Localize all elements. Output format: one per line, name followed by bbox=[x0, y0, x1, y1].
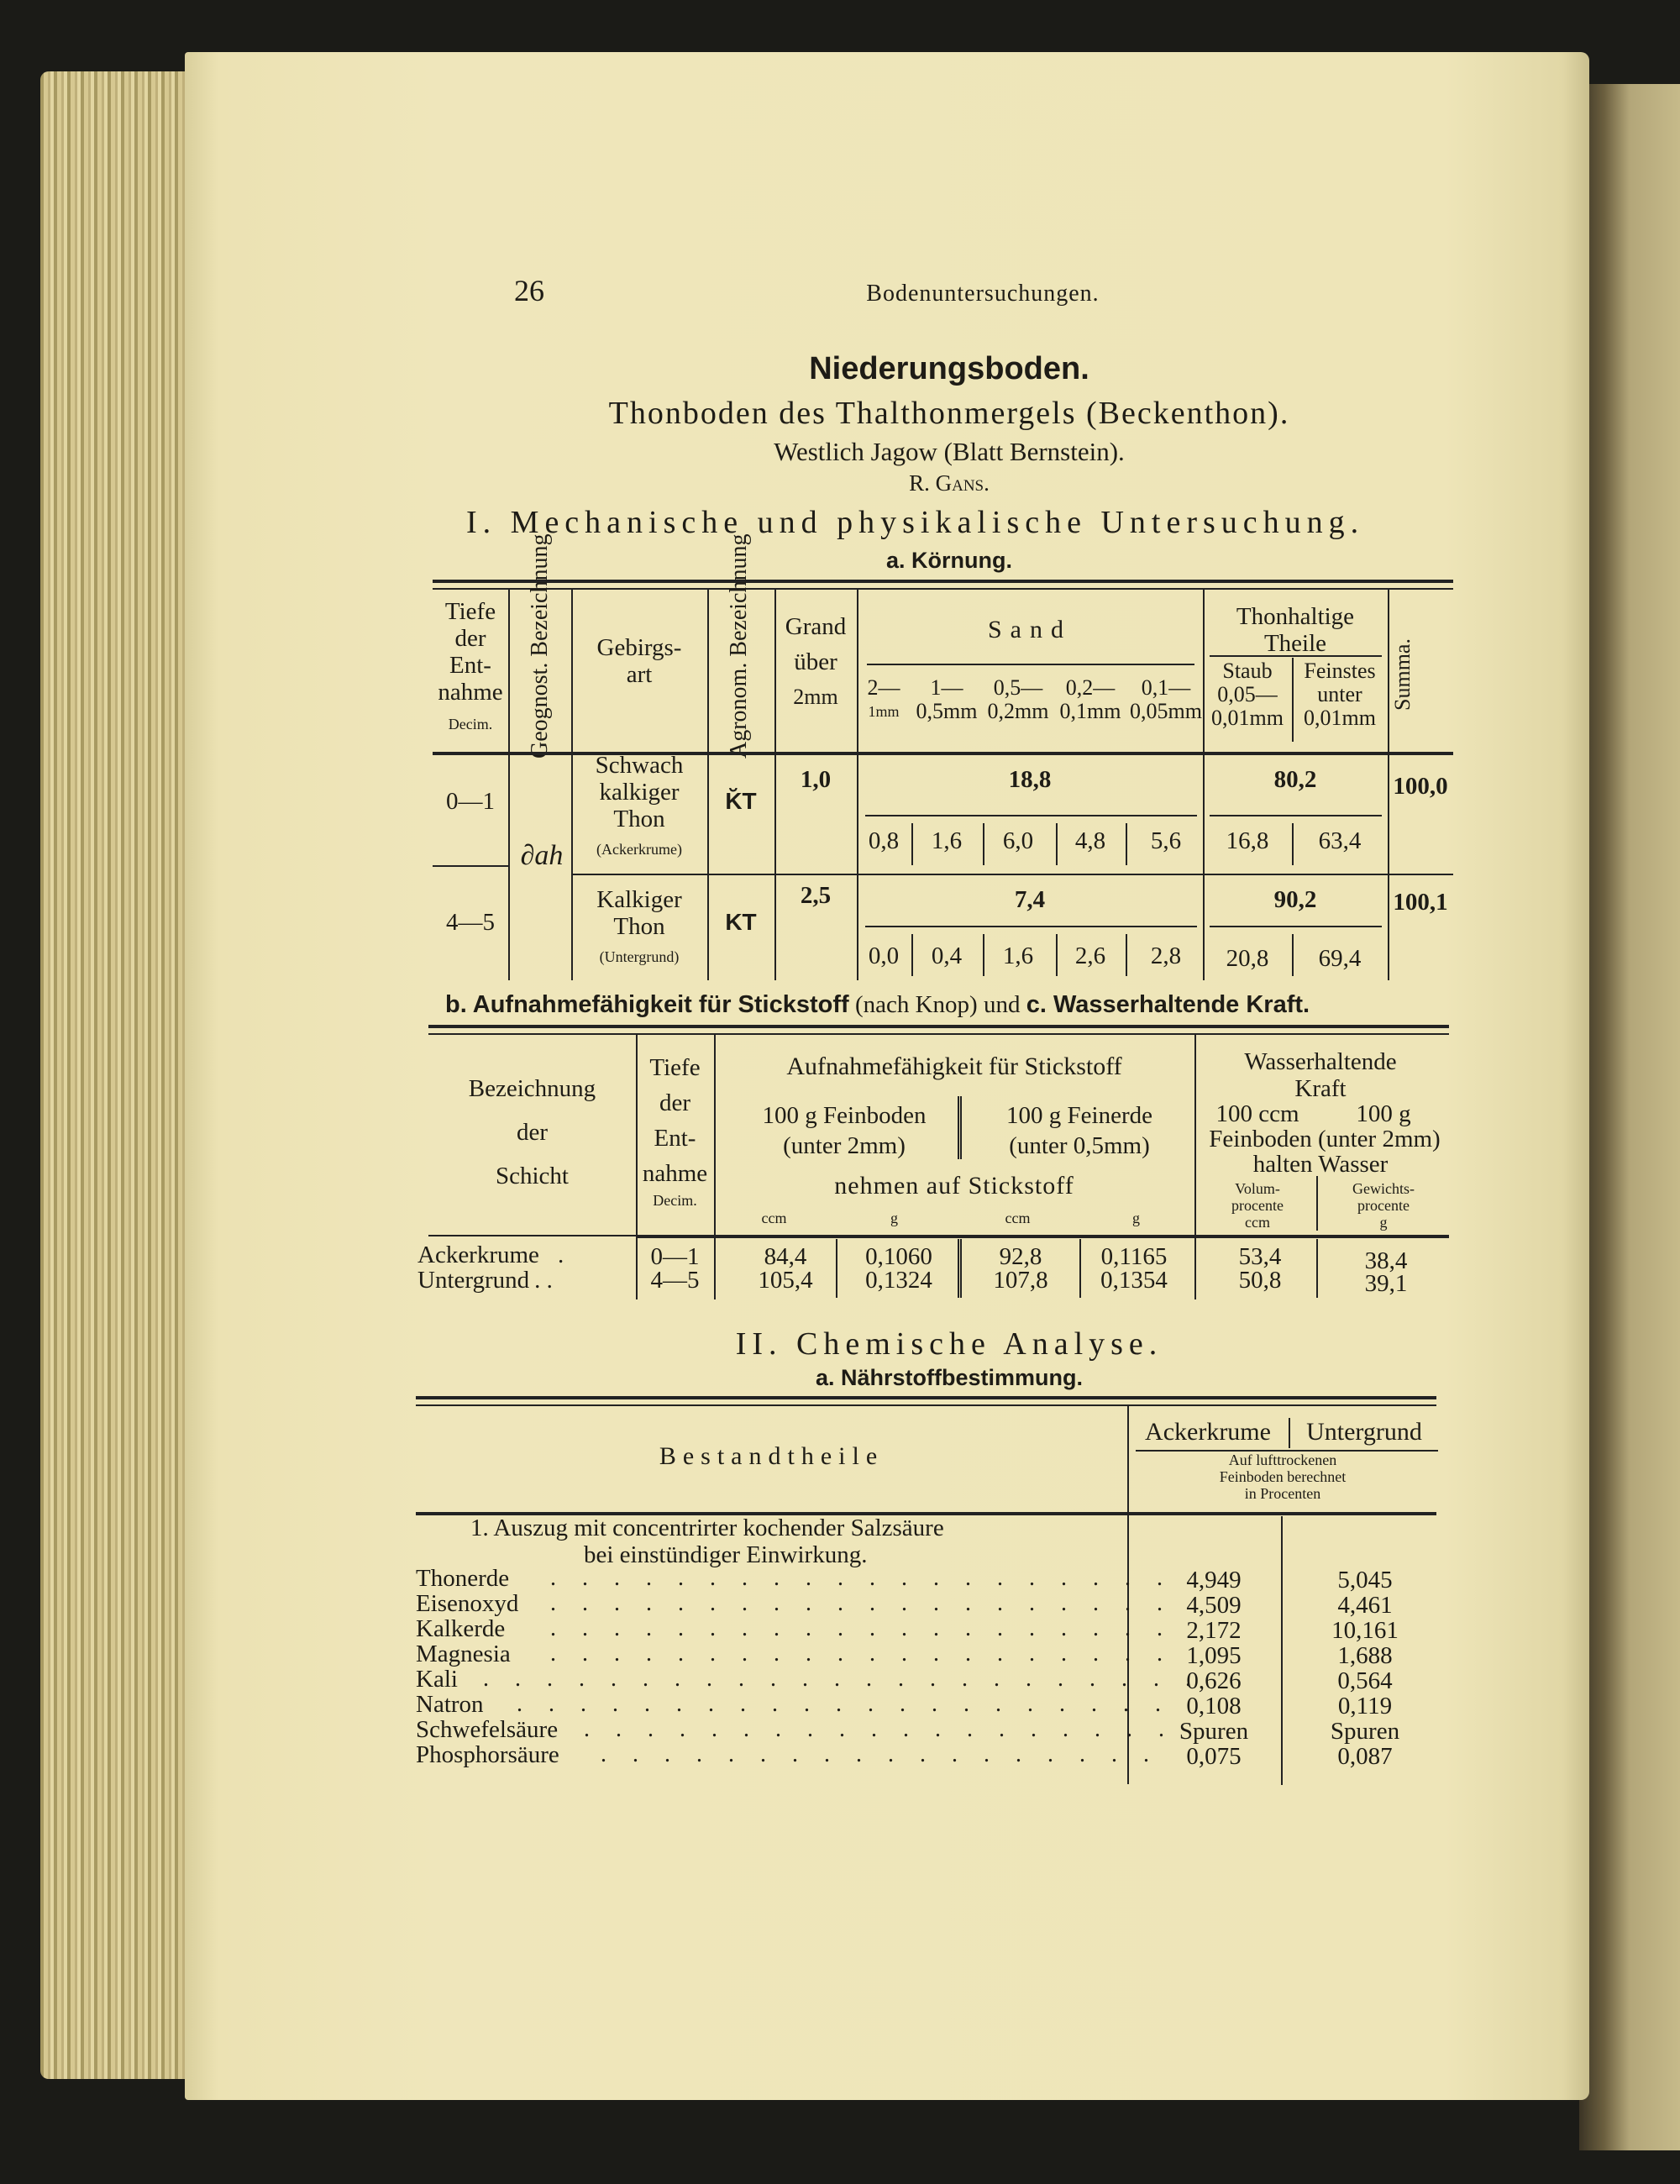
chem-unter: 1,688 bbox=[1337, 1642, 1393, 1669]
header-geognost: Geognost. Bezeichnung bbox=[527, 533, 553, 759]
chem-name: Schwefelsäure bbox=[416, 1716, 559, 1743]
chem-unter: 0,564 bbox=[1337, 1667, 1393, 1694]
subtitle: Thonboden des Thalthonmergels (Beckenthon). bbox=[608, 396, 1290, 431]
chem-unter: 0,087 bbox=[1337, 1743, 1393, 1770]
header-feinerde: 100 g Feinerde (unter 0,5mm) bbox=[1006, 1102, 1152, 1159]
book-binding bbox=[1579, 84, 1680, 2150]
header-summa: Summa. bbox=[1390, 638, 1415, 711]
chem-unter: 10,161 bbox=[1331, 1617, 1399, 1644]
chem-row: Kalkerde . . . . . . . . . . . . . . . . . . . . 2,172 10,161 bbox=[416, 1615, 1130, 1641]
section-1-heading: I. Mechanische und physikalische Untersuchung. bbox=[466, 505, 1365, 540]
header-ackerkrume: Ackerkrume bbox=[1145, 1418, 1271, 1446]
chem-acker: Spuren bbox=[1179, 1718, 1249, 1745]
unit-g-2: g bbox=[1132, 1210, 1140, 1226]
header-tiefe: Tiefe der Ent- nahme Decim. bbox=[438, 598, 503, 732]
header-gewichtsprocente: Gewichts- procente g bbox=[1352, 1180, 1415, 1231]
chem-acker: 4,509 bbox=[1186, 1592, 1242, 1619]
chem-acker: 1,095 bbox=[1186, 1642, 1242, 1669]
chem-name: Thonerde bbox=[416, 1565, 510, 1592]
section-2a-heading: a. Nährstoffbestimmung. bbox=[815, 1365, 1084, 1390]
page-title: Niederungsboden. bbox=[809, 351, 1089, 386]
chem-row: Natron . . . . . . . . . . . . . . . . . . . . . 0,108 0,119 bbox=[416, 1691, 1130, 1716]
header-feinboden-unter: Feinboden (unter 2mm) bbox=[1209, 1126, 1441, 1152]
geognost-symbol: ∂ah bbox=[520, 840, 564, 871]
header-note: Auf lufttrockenen Feinboden berechnet in Procenten bbox=[1219, 1452, 1347, 1502]
chem-row: Phosphorsäure . . . . . . . . . . . . . . . . . . 0,075 0,087 bbox=[416, 1741, 1130, 1767]
header-gebirgsart: Gebirgs- art bbox=[596, 634, 682, 688]
chem-row: Kali . . . . . . . . . . . . . . . . . . . . . . . 0,626 0,564 bbox=[416, 1666, 1130, 1691]
header-staub: Staub 0,05— 0,01mm bbox=[1211, 659, 1284, 730]
chem-unter: 5,045 bbox=[1337, 1567, 1393, 1593]
extract-description: 1. Auszug mit concentrirter kochender Salzsäure bei einstündiger Einwirkung. bbox=[470, 1515, 944, 1568]
chem-row: Eisenoxyd . . . . . . . . . . . . . . . . . . . . 4,509 4,461 bbox=[416, 1590, 1130, 1615]
running-title: Bodenuntersuchungen. bbox=[866, 281, 1100, 307]
chem-acker: 0,626 bbox=[1186, 1667, 1242, 1694]
header-agronom: Agronom. Bezeichnung bbox=[726, 533, 752, 759]
header-feinboden: 100 g Feinboden (unter 2mm) bbox=[762, 1102, 927, 1159]
chem-unter: Spuren bbox=[1330, 1718, 1400, 1745]
chem-row: Thonerde . . . . . . . . . . . . . . . . . . . . 4,949 5,045 bbox=[416, 1565, 1130, 1590]
chem-acker: 0,075 bbox=[1186, 1743, 1242, 1770]
header-untergrund: Untergrund bbox=[1306, 1418, 1422, 1446]
chem-acker: 4,949 bbox=[1186, 1567, 1242, 1593]
header-tiefe-b: Tiefe der Ent- nahme Decim. bbox=[642, 1054, 708, 1209]
section-1a-heading: a. Körnung. bbox=[886, 548, 1012, 573]
chem-acker: 0,108 bbox=[1186, 1693, 1242, 1719]
sand-fractions-header: 2— 1mm 1— 0,5mm 0,5— 0,2mm 0,2— 0,1mm 0,1— 0,05mm bbox=[867, 675, 1202, 723]
header-wasser: Wasserhaltende Kraft bbox=[1244, 1048, 1397, 1102]
chem-unter: 4,461 bbox=[1337, 1592, 1393, 1619]
author: R. Gans. bbox=[909, 470, 990, 496]
header-grand: Grand über 2mm bbox=[785, 613, 847, 709]
chem-name: Phosphorsäure bbox=[416, 1741, 559, 1768]
header-feinstes: Feinstes unter 0,01mm bbox=[1304, 659, 1376, 730]
unit-ccm-2: ccm bbox=[1005, 1210, 1031, 1226]
header-100g: 100 g bbox=[1356, 1100, 1411, 1127]
chem-row-list bbox=[416, 1565, 1400, 1770]
header-sand: Sand bbox=[988, 616, 1072, 643]
book-page-edges bbox=[40, 71, 192, 2079]
unit-ccm-1: ccm bbox=[761, 1210, 787, 1226]
chem-row: Schwefelsäure . . . . . . . . . . . . . . . . . . . Spuren Spuren bbox=[416, 1716, 1130, 1741]
location: Westlich Jagow (Blatt Bernstein). bbox=[774, 437, 1125, 466]
row-label-untergrund: Untergrund . . bbox=[417, 1267, 553, 1294]
chem-name: Magnesia bbox=[416, 1641, 511, 1667]
header-volumprocente: Volum- procente ccm bbox=[1231, 1180, 1284, 1231]
chem-acker: 2,172 bbox=[1186, 1617, 1242, 1644]
header-aufnahme: Aufnahmefähigkeit für Stickstoff bbox=[786, 1053, 1122, 1080]
chem-row: Magnesia . . . . . . . . . . . . . . . . . . . . 1,095 1,688 bbox=[416, 1641, 1130, 1666]
page-number: 26 bbox=[514, 274, 544, 307]
unit-g-1: g bbox=[890, 1210, 898, 1226]
header-thonhaltige: Thonhaltige Theile bbox=[1236, 603, 1355, 657]
header-bezeichnung: Bezeichnung der Schicht bbox=[468, 1075, 596, 1189]
header-nehmen: nehmen auf Stickstoff bbox=[834, 1172, 1074, 1200]
chem-name: Kali bbox=[416, 1666, 458, 1693]
chem-name: Eisenoxyd bbox=[416, 1590, 519, 1617]
header-halten-wasser: halten Wasser bbox=[1252, 1151, 1389, 1178]
chem-name: Natron bbox=[416, 1691, 484, 1718]
section-2-heading: II. Chemische Analyse. bbox=[735, 1326, 1163, 1362]
section-bc-heading: b. Aufnahmefähigkeit für Stickstoff (nach Knop) und c. Wasserhaltende Kraft. bbox=[445, 991, 1310, 1018]
chem-unter: 0,119 bbox=[1337, 1693, 1393, 1719]
header-100ccm: 100 ccm bbox=[1215, 1100, 1299, 1127]
row-label-ackerkrume: Ackerkrume . bbox=[417, 1242, 564, 1268]
header-bestandtheile: Bestandtheile bbox=[659, 1442, 885, 1470]
chem-name: Kalkerde bbox=[416, 1615, 506, 1642]
